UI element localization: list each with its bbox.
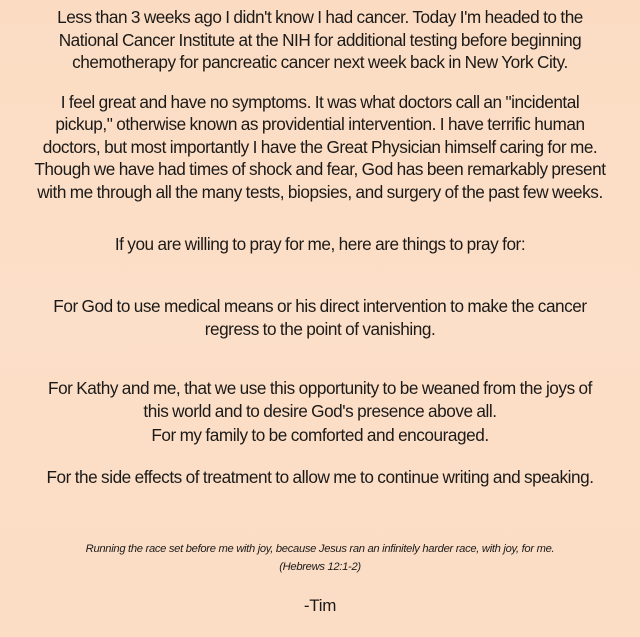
text-line: For the side effects of treatment to allow me to continue writing and speaking.	[46, 467, 594, 487]
text-line: this world and to desire God's presence above all.	[143, 401, 497, 421]
text-line: chemotherapy for pancreatic cancer next week back in New York City.	[72, 52, 568, 72]
text-line: For God to use medical means or his direct intervention to make the cancer	[53, 296, 587, 316]
quote-line: Running the race set before me with joy, because Jesus ran an infinitely harder race, with joy, for me.	[85, 543, 555, 555]
text-line: For Kathy and me, that we use this opportunity to be weaned from the joys of	[48, 378, 592, 398]
text-line: Though we have had times of shock and fear, God has been remarkably present	[34, 159, 606, 179]
text-line: regress to the point of vanishing.	[204, 319, 436, 339]
text-line: I feel great and have no symptoms. It was what doctors call an "incidental	[60, 92, 580, 112]
text-line: If you are willing to pray for me, here are things to pray for:	[114, 234, 526, 254]
text-line: Less than 3 weeks ago I didn't know I had cancer. Today I'm headed to the	[57, 7, 583, 27]
text-line: National Cancer Institute at the NIH for additional testing before beginning	[58, 30, 582, 50]
quote-reference: (Hebrews 12:1-2)	[279, 561, 361, 573]
text-line: doctors, but most importantly I have the Great Physician himself caring for me.	[42, 137, 598, 157]
signature: -Tim	[303, 596, 337, 615]
text-line: with me through all the many tests, biopsies, and surgery of the past few weeks.	[37, 182, 603, 202]
text-line: pickup," otherwise known as providential intervention. I have terrific human	[55, 114, 585, 134]
text-line: For my family to be comforted and encouraged.	[151, 425, 489, 445]
